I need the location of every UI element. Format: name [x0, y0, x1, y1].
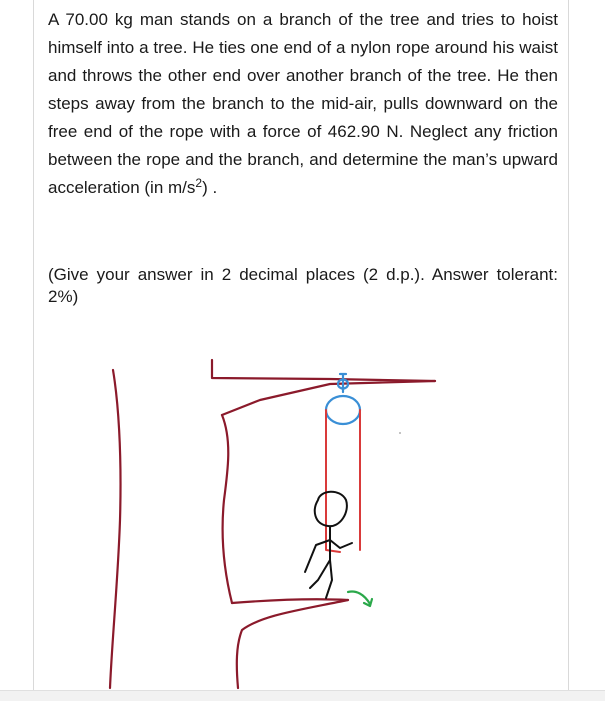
pulley — [326, 374, 360, 424]
rope — [326, 410, 360, 552]
lower-branch-bottom — [237, 600, 348, 688]
tree-trunk-left — [110, 370, 121, 688]
upper-branch — [212, 360, 435, 415]
motion-arrow-icon — [348, 592, 372, 607]
upper-branch-top — [212, 360, 435, 381]
man-figure — [305, 492, 352, 598]
upper-branch-bottom — [222, 381, 435, 415]
tree-pulley-figure — [0, 340, 605, 690]
question-text — [48, 6, 558, 202]
trunk-inner-outline — [222, 415, 232, 603]
trunk-left-outline — [110, 370, 121, 688]
rope-left-segment — [326, 410, 340, 552]
tree-trunk-inner — [222, 415, 232, 603]
question-body: A 70.00 kg man stands on a branch of the tree and tries to hoist himself into a tree. He ties one end of a nylon rope around his waist and throws the other end over another branch of the tree. He then steps away from the branch to the mid-air, pulls downward on the free end of the rope with a force of 462.90 N. Neglect any friction between the rope and the branch, and determine the man’s upward acceleration (in m/s — [48, 10, 558, 197]
answer-instructions: (Give your answer in 2 decimal places (2 d.p.). Answer tolerant: 2%) — [48, 265, 558, 306]
lower-branch — [232, 599, 348, 688]
pulley-wheel — [326, 396, 360, 424]
man-head — [315, 492, 347, 526]
man-body-and-limbs — [305, 527, 352, 598]
question-suffix: ) . — [202, 178, 218, 197]
bottom-scroll-bar — [0, 690, 605, 701]
motion-arrow-shaft — [348, 592, 370, 605]
unit-exponent: 2 — [195, 176, 203, 190]
stray-dot — [399, 432, 401, 434]
